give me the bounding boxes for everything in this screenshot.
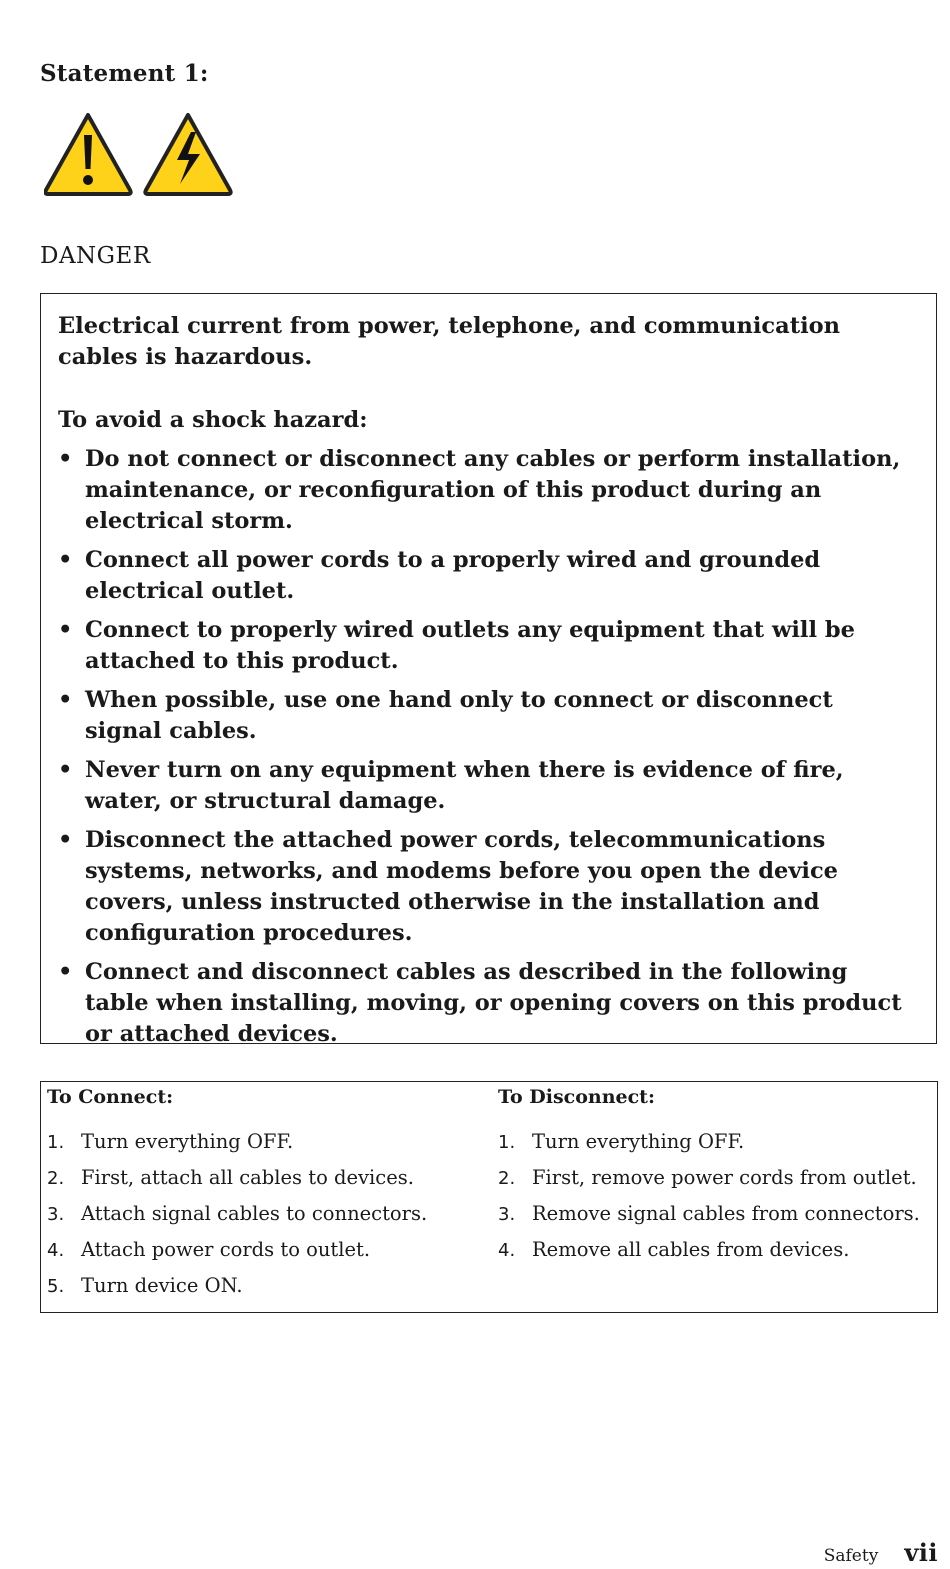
avoid-shock-heading: To avoid a shock hazard: bbox=[58, 407, 368, 433]
danger-heading: DANGER bbox=[40, 243, 151, 269]
list-item bbox=[47, 1238, 427, 1274]
list-item bbox=[47, 1130, 427, 1166]
step-text: Remove signal cables from connectors. bbox=[532, 1202, 920, 1225]
step-text: Turn everything OFF. bbox=[532, 1130, 745, 1153]
step-number: 1. bbox=[47, 1132, 65, 1153]
connect-heading: To Connect: bbox=[47, 1086, 174, 1108]
step-number: 2. bbox=[47, 1168, 65, 1189]
list-item: • Disconnect the attached power cords, telecommunications systems, networks, and modems before you open the device covers, unless instructed otherwise in the installation and configuration procedures. bbox=[58, 825, 916, 949]
list-item bbox=[498, 1166, 920, 1202]
list-item: • Never turn on any equipment when there is evidence of fire, water, or structural damage. bbox=[58, 755, 916, 817]
step-number: 4. bbox=[498, 1240, 516, 1261]
step-text: Remove all cables from devices. bbox=[532, 1238, 850, 1261]
disconnect-heading: To Disconnect: bbox=[498, 1086, 655, 1108]
safety-precautions-list bbox=[58, 444, 916, 1050]
list-item: • Connect and disconnect cables as described in the following table when installing, moving, or opening covers on this product or attached devices. bbox=[58, 957, 916, 1050]
cable-connection-table bbox=[40, 1081, 938, 1313]
disconnect-steps bbox=[498, 1130, 920, 1274]
list-item bbox=[47, 1166, 427, 1202]
warning-exclamation-icon bbox=[45, 115, 130, 194]
list-item: • Connect all power cords to a properly wired and grounded electrical outlet. bbox=[58, 545, 916, 607]
step-text: First, attach all cables to devices. bbox=[81, 1166, 414, 1189]
list-item bbox=[47, 1202, 427, 1238]
step-text: Turn everything OFF. bbox=[81, 1130, 294, 1153]
list-item bbox=[498, 1238, 920, 1274]
step-text: Attach signal cables to connectors. bbox=[81, 1202, 428, 1225]
step-number: 3. bbox=[47, 1204, 65, 1225]
step-text: Attach power cords to outlet. bbox=[81, 1238, 371, 1261]
page-footer bbox=[824, 1538, 938, 1567]
step-number: 3. bbox=[498, 1204, 516, 1225]
page-number: vii bbox=[904, 1538, 938, 1567]
list-item: • When possible, use one hand only to connect or disconnect signal cables. bbox=[58, 685, 916, 747]
list-item bbox=[498, 1130, 920, 1166]
list-item bbox=[498, 1202, 920, 1238]
danger-notice-box bbox=[40, 293, 937, 1047]
step-number: 2. bbox=[498, 1168, 516, 1189]
step-number: 4. bbox=[47, 1240, 65, 1261]
list-item: • Connect to properly wired outlets any equipment that will be attached to this product. bbox=[58, 615, 916, 677]
step-number: 1. bbox=[498, 1132, 516, 1153]
list-item bbox=[47, 1274, 427, 1310]
list-item: • Do not connect or disconnect any cables or perform installation, maintenance, or reconfiguration of this product during an electrical storm. bbox=[58, 444, 916, 537]
danger-intro: Electrical current from power, telephone, and communication cables is hazardous. bbox=[58, 313, 841, 370]
hazard-icons bbox=[44, 110, 236, 198]
section-label: Safety bbox=[823, 1546, 879, 1566]
step-number: 5. bbox=[47, 1276, 65, 1297]
connect-steps bbox=[47, 1130, 427, 1310]
statement-title: Statement 1: bbox=[40, 60, 209, 87]
step-text: First, remove power cords from outlet. bbox=[532, 1166, 917, 1189]
step-text: Turn device ON. bbox=[81, 1274, 243, 1297]
danger-notice-content bbox=[58, 311, 916, 1058]
electrical-hazard-icon bbox=[145, 115, 230, 194]
hazard-icons-svg bbox=[44, 110, 236, 198]
